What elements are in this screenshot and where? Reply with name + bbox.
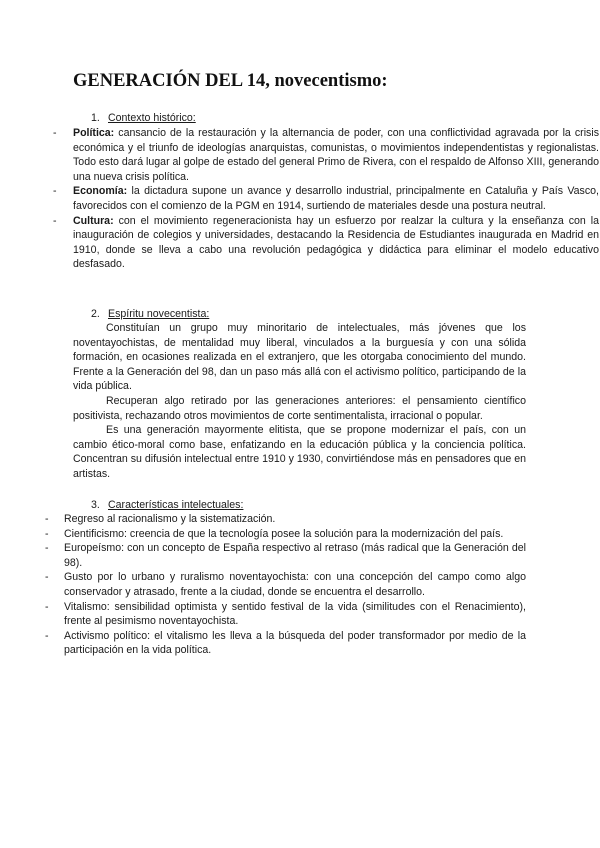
paragraph: Recuperan algo retirado por las generaciones anteriores: el pensamiento científico positivista, rechazando otros movimientos de corte sentimentalista, irracional o popular. (73, 394, 526, 422)
section-heading-contexto (91, 111, 196, 126)
item-text: Vitalismo: sensibilidad optimista y sentido festival de la vida (similitudes con el Renacimiento), frente al pesimismo noventayochista. (64, 600, 526, 628)
bullet-dash: - (45, 571, 49, 584)
espiritu-body (73, 321, 526, 482)
item-text: Europeísmo: con un concepto de España respectivo al retraso (más radical que la Generación del 98). (64, 542, 526, 569)
list-item (45, 541, 526, 570)
item-label: Política: (73, 127, 115, 139)
contexto-list (53, 126, 599, 272)
list-item (45, 512, 526, 527)
section-number: 2. (91, 308, 100, 320)
section-label: Espíritu novecentista: (108, 308, 210, 320)
section-label: Contexto histórico: (108, 112, 196, 124)
section-number: 3. (91, 499, 100, 511)
caracteristicas-list (45, 512, 526, 658)
item-label: Cultura: (73, 214, 114, 227)
bullet-dash: - (45, 527, 49, 540)
paragraph: Es una generación mayormente elitista, que se propone modernizar el país, con un cambio ético-moral como base, enfatizando en la educación pública y la conciencia política. Concentran su difusión intelectual entre 1910 y 1930, convirtiéndose más en pensadores que en artistas. (73, 424, 526, 480)
item-text: Regreso al racionalismo y la sistematización. (64, 513, 276, 525)
list-item (45, 600, 526, 629)
page-title: GENERACIÓN DEL 14, novecentismo: (73, 71, 388, 91)
item-label: Economía: (73, 185, 128, 198)
bullet-dash: - (45, 629, 49, 642)
list-item-cultura (53, 214, 599, 272)
bullet-dash: - (53, 127, 57, 139)
section-heading-espiritu (91, 307, 209, 322)
item-text: cansancio de la restauración y la alternancia de poder, con una conflictividad agravada por la crisis económica y el triunfo de ideologías anarquistas, comunistas, o movimientos independentistas y regionalistas. Todo esto dará lugar al golpe de estado del general Primo de Rivera, con el respaldo de Alfonso XIII, generando una nueva crisis política. (73, 127, 599, 183)
item-text: con el movimiento regeneracionista hay un esfuerzo por realzar la cultura y la enseñanza con la inauguración de colegios y universidades, destacando la Residencia de Estudiantes inaugurada en Madrid en 1910, donde se lleva a cabo una revolución pedagógica y didáctica para eliminar el modelo educativo desfasado. (73, 214, 599, 271)
item-text: Gusto por lo urbano y ruralismo noventayochista: con una concepción del campo como algo conservador y atrasado, frente a la ciudad, donde se encuentra el desarrollo. (64, 571, 526, 598)
paragraph: Constituían un grupo muy minoritario de intelectuales, más jóvenes que los noventayochistas, de mentalidad muy liberal, vinculados a la burguesía y con una sólida formación, en ocasiones realizada en el extranjero, que les otorgaba conocimiento del mundo. Frente a la Generación del 98, dan un paso más allá con el activismo político, participando de la vida pública. (73, 322, 526, 393)
bullet-dash: - (53, 185, 57, 198)
section-number: 1. (91, 112, 100, 124)
section-label: Características intelectuales: (108, 499, 244, 511)
list-item (45, 629, 526, 658)
list-item-economia (53, 184, 599, 213)
list-item (45, 527, 526, 542)
bullet-dash: - (45, 513, 49, 525)
item-text: Activismo político: el vitalismo les lleva a la búsqueda del poder transformador por medio de la participación en la vida política. (64, 629, 526, 657)
list-item (45, 570, 526, 599)
section-heading-caracteristicas (91, 498, 243, 513)
item-text: Cientificismo: creencia de que la tecnología posee la solución para la modernización del país. (64, 527, 504, 540)
list-item-politica (53, 126, 599, 184)
bullet-dash: - (45, 542, 49, 555)
bullet-dash: - (45, 600, 49, 613)
item-text: la dictadura supone un avance y desarrollo industrial, principalmente en Cataluña y País Vasco, favorecidos con el comienzo de la PGM en 1914, surtiendo de materiales desde una postura neutral. (73, 185, 599, 212)
bullet-dash: - (53, 214, 57, 227)
